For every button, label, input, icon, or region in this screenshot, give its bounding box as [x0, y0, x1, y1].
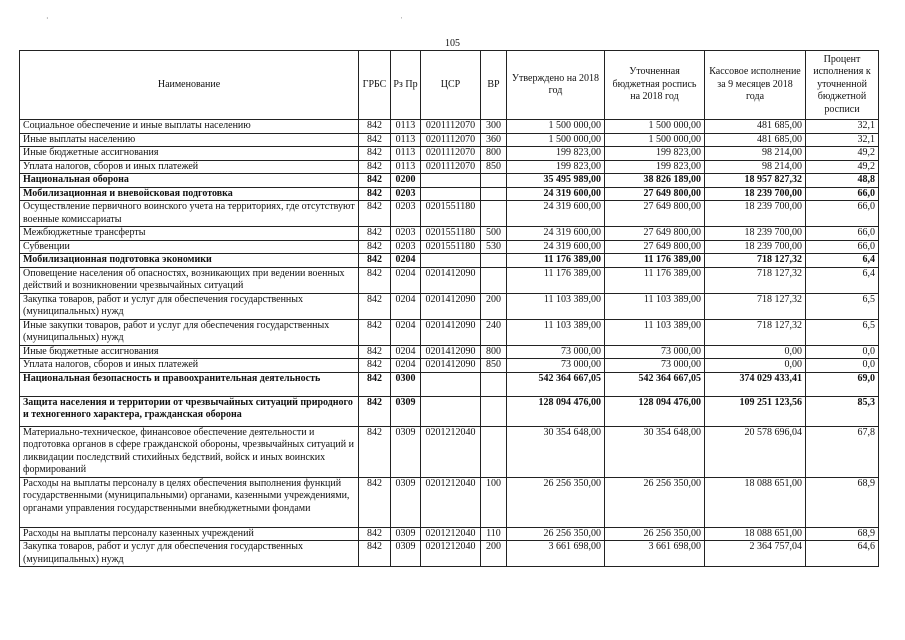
cell-name: Расходы на выплаты персоналу в целях обеспечения выполнения функций государственными (муниципальными) органами, казенными учреждениями, органами управления государственными внебюджетными фондами [20, 477, 359, 527]
cell-rzpr: 0309 [391, 477, 421, 527]
cell-name: Расходы на выплаты персоналу казенных учреждений [20, 527, 359, 541]
cell-vr [481, 254, 507, 268]
cell-approved: 1 500 000,00 [507, 133, 605, 147]
cell-revised: 11 103 389,00 [605, 319, 705, 345]
cell-vr [481, 267, 507, 293]
cell-rzpr: 0113 [391, 147, 421, 161]
cell-vr [481, 187, 507, 201]
cell-vr: 800 [481, 345, 507, 359]
cell-approved: 24 319 600,00 [507, 240, 605, 254]
cell-revised: 26 256 350,00 [605, 527, 705, 541]
cell-csr: 0201112070 [421, 147, 481, 161]
cell-grbs: 842 [359, 267, 391, 293]
cell-rzpr: 0203 [391, 240, 421, 254]
cell-name: Защита населения и территории от чрезвычайных ситуаций природного и техногенного характера, гражданская оборона [20, 396, 359, 426]
cell-csr [421, 254, 481, 268]
table-row [20, 254, 879, 268]
scan-speck: ˈ [400, 16, 403, 25]
cell-name: Социальное обеспечение и иные выплаты населению [20, 120, 359, 134]
cell-approved: 199 823,00 [507, 160, 605, 174]
table-row [20, 359, 879, 373]
cell-revised: 73 000,00 [605, 345, 705, 359]
cell-executed: 481 685,00 [705, 120, 806, 134]
cell-name: Закупка товаров, работ и услуг для обеспечения государственных (муниципальных) нужд [20, 293, 359, 319]
cell-executed: 18 957 827,32 [705, 174, 806, 188]
cell-grbs: 842 [359, 372, 391, 396]
cell-vr [481, 201, 507, 227]
cell-revised: 73 000,00 [605, 359, 705, 373]
header-rzpr: Рз Пр [391, 51, 421, 120]
cell-name: Национальная безопасность и правоохранительная деятельность [20, 372, 359, 396]
cell-vr: 850 [481, 359, 507, 373]
cell-revised: 542 364 667,05 [605, 372, 705, 396]
scan-speck: · [46, 14, 49, 23]
cell-revised: 27 649 800,00 [605, 187, 705, 201]
budget-table [19, 50, 879, 567]
cell-vr: 360 [481, 133, 507, 147]
cell-percent: 85,3 [806, 396, 879, 426]
cell-executed: 18 239 700,00 [705, 240, 806, 254]
cell-name: Оповещение населения об опасностях, возникающих при ведении военных действий и возникновении чрезвычайных ситуаций [20, 267, 359, 293]
cell-grbs: 842 [359, 201, 391, 227]
cell-vr [481, 426, 507, 477]
table-row [20, 319, 879, 345]
cell-grbs: 842 [359, 133, 391, 147]
cell-executed: 718 127,32 [705, 267, 806, 293]
cell-executed: 18 088 651,00 [705, 477, 806, 527]
cell-vr: 200 [481, 541, 507, 567]
cell-csr: 0201412090 [421, 293, 481, 319]
cell-revised: 27 649 800,00 [605, 227, 705, 241]
cell-percent: 6,4 [806, 254, 879, 268]
cell-rzpr: 0309 [391, 541, 421, 567]
cell-grbs: 842 [359, 254, 391, 268]
table-row [20, 293, 879, 319]
cell-rzpr: 0113 [391, 133, 421, 147]
cell-percent: 64,6 [806, 541, 879, 567]
cell-approved: 11 176 389,00 [507, 267, 605, 293]
cell-revised: 11 176 389,00 [605, 267, 705, 293]
cell-rzpr: 0204 [391, 267, 421, 293]
cell-grbs: 842 [359, 147, 391, 161]
cell-approved: 73 000,00 [507, 345, 605, 359]
table-row [20, 527, 879, 541]
cell-percent: 6,5 [806, 319, 879, 345]
cell-rzpr: 0203 [391, 187, 421, 201]
cell-rzpr: 0309 [391, 426, 421, 477]
cell-csr: 0201412090 [421, 267, 481, 293]
cell-vr [481, 396, 507, 426]
cell-name: Иные выплаты населению [20, 133, 359, 147]
cell-name: Уплата налогов, сборов и иных платежей [20, 160, 359, 174]
cell-rzpr: 0113 [391, 160, 421, 174]
cell-name: Субвенции [20, 240, 359, 254]
header-approved: Утверждено на 2018 год [507, 51, 605, 120]
cell-approved: 3 661 698,00 [507, 541, 605, 567]
table-row [20, 160, 879, 174]
cell-revised: 1 500 000,00 [605, 133, 705, 147]
cell-csr: 0201412090 [421, 319, 481, 345]
cell-revised: 1 500 000,00 [605, 120, 705, 134]
cell-percent: 67,8 [806, 426, 879, 477]
cell-approved: 542 364 667,05 [507, 372, 605, 396]
table-row [20, 201, 879, 227]
cell-rzpr: 0300 [391, 372, 421, 396]
cell-rzpr: 0203 [391, 227, 421, 241]
cell-grbs: 842 [359, 477, 391, 527]
cell-rzpr: 0204 [391, 359, 421, 373]
cell-rzpr: 0200 [391, 174, 421, 188]
table-row [20, 477, 879, 527]
cell-approved: 199 823,00 [507, 147, 605, 161]
cell-name: Материально-техническое, финансовое обеспечение деятельности и подготовка органов в сфере гражданской обороны, чрезвычайных ситуаций и ликвидации последствий стихийных бедствий, войск и иных воинских формирований [20, 426, 359, 477]
cell-percent: 66,0 [806, 227, 879, 241]
cell-approved: 24 319 600,00 [507, 201, 605, 227]
cell-percent: 66,0 [806, 240, 879, 254]
cell-csr: 0201551180 [421, 201, 481, 227]
cell-percent: 6,4 [806, 267, 879, 293]
cell-csr [421, 174, 481, 188]
header-vr: ВР [481, 51, 507, 120]
header-grbs: ГРБС [359, 51, 391, 120]
cell-revised: 30 354 648,00 [605, 426, 705, 477]
table-row [20, 541, 879, 567]
cell-csr: 0201112070 [421, 133, 481, 147]
cell-approved: 1 500 000,00 [507, 120, 605, 134]
cell-percent: 32,1 [806, 120, 879, 134]
cell-rzpr: 0113 [391, 120, 421, 134]
cell-executed: 0,00 [705, 345, 806, 359]
cell-csr [421, 372, 481, 396]
table-row [20, 133, 879, 147]
cell-executed: 18 088 651,00 [705, 527, 806, 541]
cell-approved: 11 103 389,00 [507, 319, 605, 345]
cell-name: Иные закупки товаров, работ и услуг для обеспечения государственных (муниципальных) нужд [20, 319, 359, 345]
cell-vr: 530 [481, 240, 507, 254]
cell-percent: 0,0 [806, 345, 879, 359]
cell-executed: 98 214,00 [705, 160, 806, 174]
cell-executed: 18 239 700,00 [705, 227, 806, 241]
cell-grbs: 842 [359, 160, 391, 174]
cell-revised: 128 094 476,00 [605, 396, 705, 426]
table-row [20, 174, 879, 188]
cell-grbs: 842 [359, 345, 391, 359]
table-header-row [20, 51, 879, 120]
cell-grbs: 842 [359, 293, 391, 319]
cell-revised: 27 649 800,00 [605, 240, 705, 254]
cell-csr: 0201212040 [421, 477, 481, 527]
cell-vr: 800 [481, 147, 507, 161]
cell-name: Иные бюджетные ассигнования [20, 147, 359, 161]
cell-grbs: 842 [359, 319, 391, 345]
cell-vr: 850 [481, 160, 507, 174]
cell-percent: 49,2 [806, 160, 879, 174]
cell-approved: 11 103 389,00 [507, 293, 605, 319]
cell-name: Осуществление первичного воинского учета на территориях, где отсутствуют военные комиссариаты [20, 201, 359, 227]
cell-vr: 100 [481, 477, 507, 527]
cell-grbs: 842 [359, 541, 391, 567]
cell-approved: 11 176 389,00 [507, 254, 605, 268]
table-row [20, 426, 879, 477]
cell-approved: 30 354 648,00 [507, 426, 605, 477]
cell-executed: 2 364 757,04 [705, 541, 806, 567]
cell-name: Уплата налогов, сборов и иных платежей [20, 359, 359, 373]
cell-vr: 300 [481, 120, 507, 134]
cell-revised: 26 256 350,00 [605, 477, 705, 527]
cell-csr: 0201112070 [421, 120, 481, 134]
cell-vr: 240 [481, 319, 507, 345]
table-row [20, 147, 879, 161]
cell-csr: 0201212040 [421, 527, 481, 541]
cell-name: Мобилизационная подготовка экономики [20, 254, 359, 268]
table-row [20, 396, 879, 426]
table-row [20, 120, 879, 134]
cell-approved: 26 256 350,00 [507, 477, 605, 527]
cell-vr: 110 [481, 527, 507, 541]
cell-rzpr: 0204 [391, 319, 421, 345]
table-row [20, 267, 879, 293]
cell-percent: 68,9 [806, 527, 879, 541]
cell-executed: 18 239 700,00 [705, 187, 806, 201]
cell-executed: 18 239 700,00 [705, 201, 806, 227]
cell-approved: 128 094 476,00 [507, 396, 605, 426]
cell-percent: 69,0 [806, 372, 879, 396]
cell-executed: 718 127,32 [705, 254, 806, 268]
cell-executed: 0,00 [705, 359, 806, 373]
cell-name: Закупка товаров, работ и услуг для обеспечения государственных (муниципальных) нужд [20, 541, 359, 567]
cell-executed: 20 578 696,04 [705, 426, 806, 477]
cell-revised: 199 823,00 [605, 147, 705, 161]
cell-csr: 0201412090 [421, 359, 481, 373]
cell-csr: 0201551180 [421, 227, 481, 241]
cell-percent: 48,8 [806, 174, 879, 188]
cell-percent: 49,2 [806, 147, 879, 161]
cell-percent: 68,9 [806, 477, 879, 527]
table-row [20, 345, 879, 359]
cell-executed: 718 127,32 [705, 293, 806, 319]
cell-name: Национальная оборона [20, 174, 359, 188]
cell-executed: 374 029 433,41 [705, 372, 806, 396]
table-row [20, 187, 879, 201]
cell-rzpr: 0309 [391, 396, 421, 426]
cell-executed: 109 251 123,56 [705, 396, 806, 426]
cell-percent: 32,1 [806, 133, 879, 147]
cell-rzpr: 0309 [391, 527, 421, 541]
cell-grbs: 842 [359, 527, 391, 541]
cell-vr [481, 174, 507, 188]
page-number: 105 [445, 38, 460, 49]
cell-revised: 11 103 389,00 [605, 293, 705, 319]
cell-approved: 26 256 350,00 [507, 527, 605, 541]
header-csr: ЦСР [421, 51, 481, 120]
table-row [20, 372, 879, 396]
cell-grbs: 842 [359, 240, 391, 254]
cell-csr: 0201412090 [421, 345, 481, 359]
cell-percent: 6,5 [806, 293, 879, 319]
cell-name: Межбюджетные трансферты [20, 227, 359, 241]
cell-csr: 0201212040 [421, 426, 481, 477]
cell-rzpr: 0203 [391, 201, 421, 227]
cell-vr [481, 372, 507, 396]
header-revised: Уточненная бюджетная роспись на 2018 год [605, 51, 705, 120]
cell-csr: 0201112070 [421, 160, 481, 174]
table-row [20, 240, 879, 254]
cell-approved: 35 495 989,00 [507, 174, 605, 188]
cell-csr [421, 396, 481, 426]
cell-executed: 98 214,00 [705, 147, 806, 161]
cell-revised: 38 826 189,00 [605, 174, 705, 188]
cell-percent: 66,0 [806, 201, 879, 227]
header-percent: Процент исполнения к уточненной бюджетной росписи [806, 51, 879, 120]
cell-rzpr: 0204 [391, 345, 421, 359]
cell-vr: 500 [481, 227, 507, 241]
cell-rzpr: 0204 [391, 254, 421, 268]
cell-grbs: 842 [359, 227, 391, 241]
cell-name: Иные бюджетные ассигнования [20, 345, 359, 359]
cell-vr: 200 [481, 293, 507, 319]
cell-csr: 0201212040 [421, 541, 481, 567]
cell-revised: 27 649 800,00 [605, 201, 705, 227]
cell-executed: 481 685,00 [705, 133, 806, 147]
cell-grbs: 842 [359, 426, 391, 477]
cell-revised: 11 176 389,00 [605, 254, 705, 268]
cell-approved: 24 319 600,00 [507, 187, 605, 201]
cell-rzpr: 0204 [391, 293, 421, 319]
cell-grbs: 842 [359, 396, 391, 426]
cell-approved: 73 000,00 [507, 359, 605, 373]
header-executed: Кассовое исполнение за 9 месяцев 2018 года [705, 51, 806, 120]
cell-name: Мобилизационная и вневойсковая подготовка [20, 187, 359, 201]
cell-grbs: 842 [359, 359, 391, 373]
cell-revised: 199 823,00 [605, 160, 705, 174]
cell-approved: 24 319 600,00 [507, 227, 605, 241]
cell-grbs: 842 [359, 187, 391, 201]
cell-revised: 3 661 698,00 [605, 541, 705, 567]
table-row [20, 227, 879, 241]
cell-percent: 66,0 [806, 187, 879, 201]
cell-csr [421, 187, 481, 201]
cell-csr: 0201551180 [421, 240, 481, 254]
cell-grbs: 842 [359, 120, 391, 134]
cell-executed: 718 127,32 [705, 319, 806, 345]
header-name: Наименование [20, 51, 359, 120]
cell-percent: 0,0 [806, 359, 879, 373]
cell-grbs: 842 [359, 174, 391, 188]
